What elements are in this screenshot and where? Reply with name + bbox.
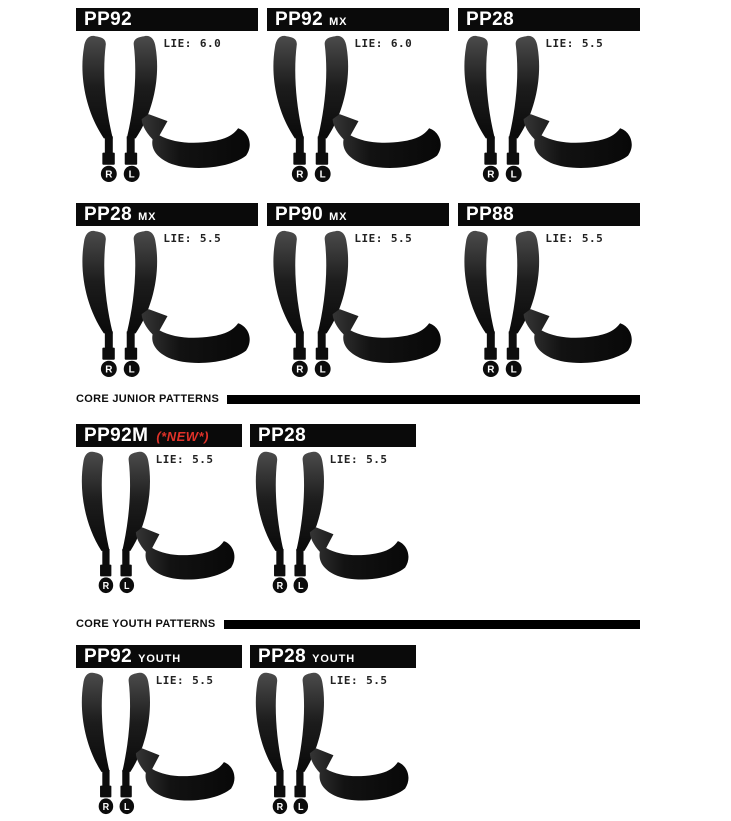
blade-illustration <box>250 668 416 818</box>
right-hand-badge <box>292 166 308 182</box>
section-title: CORE JUNIOR PATTERNS <box>76 393 220 405</box>
right-hand-letter: R <box>276 801 284 814</box>
blade-illustration <box>267 31 449 186</box>
right-hand-letter: R <box>105 169 113 181</box>
right-hand-letter: R <box>296 169 304 181</box>
right-hand-badge <box>101 166 117 182</box>
lie-label: LIE: <box>163 232 192 245</box>
pattern-suffix: MX <box>329 211 348 223</box>
left-hand-badge <box>506 361 522 377</box>
right-hand-letter: R <box>102 580 110 593</box>
right-hand-badge <box>273 798 288 814</box>
youth-patterns-grid <box>76 645 640 818</box>
pattern-card-header <box>76 203 258 226</box>
left-hand-letter: L <box>319 169 326 181</box>
blade-illustration <box>458 226 640 381</box>
lie-value: 5.5 <box>390 232 413 245</box>
pattern-name: PP90 <box>275 204 324 225</box>
pattern-name: PP28 <box>258 425 307 446</box>
lie-value: 5.5 <box>581 232 604 245</box>
left-hand-letter: L <box>124 801 130 814</box>
blade-illustration <box>76 668 242 818</box>
lie-label: LIE: <box>163 37 192 50</box>
pattern-card-body <box>458 31 640 186</box>
left-hand-badge <box>315 361 331 377</box>
lie-spec <box>163 232 221 245</box>
pattern-card-pp92 <box>76 8 258 186</box>
pattern-name: PP92 <box>275 9 324 30</box>
pattern-card-pp92-youth <box>76 645 242 818</box>
right-hand-letter: R <box>102 801 110 814</box>
lie-spec <box>156 674 214 687</box>
blade-illustration <box>250 447 416 597</box>
lie-label: LIE: <box>329 674 359 687</box>
left-hand-letter: L <box>510 169 517 181</box>
right-hand-badge <box>292 361 308 377</box>
right-hand-badge <box>483 166 499 182</box>
lie-spec <box>163 37 221 50</box>
left-hand-badge <box>120 577 135 593</box>
lie-value: 5.5 <box>199 232 222 245</box>
lie-value: 5.5 <box>581 37 604 50</box>
right-hand-badge <box>101 361 117 377</box>
pattern-card-pp28-mx <box>76 203 258 381</box>
pattern-name: PP28 <box>258 646 307 667</box>
blade-illustration <box>458 31 640 186</box>
core-patterns-grid <box>76 8 640 381</box>
pattern-card-header <box>458 8 640 31</box>
lie-value: 5.5 <box>192 453 214 466</box>
right-hand-badge <box>99 577 114 593</box>
lie-label: LIE: <box>545 37 574 50</box>
junior-patterns-grid <box>76 424 640 597</box>
pattern-card-body <box>76 447 242 597</box>
pattern-card-header <box>250 424 416 447</box>
left-hand-letter: L <box>298 801 304 814</box>
lie-value: 6.0 <box>199 37 222 50</box>
section-divider-bar <box>227 395 640 404</box>
lie-value: 5.5 <box>366 674 388 687</box>
left-hand-badge <box>315 166 331 182</box>
pattern-card-header <box>76 424 242 447</box>
pattern-card-pp88 <box>458 203 640 381</box>
pattern-name: PP92 <box>84 9 133 30</box>
pattern-suffix: YOUTH <box>138 653 182 665</box>
pattern-card-pp90-mx <box>267 203 449 381</box>
blade-illustration <box>267 226 449 381</box>
left-hand-badge <box>124 166 140 182</box>
lie-spec <box>156 453 214 466</box>
pattern-card-header <box>267 203 449 226</box>
pattern-name: PP28 <box>84 204 133 225</box>
lie-spec <box>330 453 388 466</box>
left-hand-letter: L <box>128 364 135 376</box>
left-hand-letter: L <box>298 580 304 593</box>
pattern-suffix: MX <box>138 211 157 223</box>
lie-label: LIE: <box>354 37 383 50</box>
pattern-card-body <box>250 447 416 597</box>
lie-value: 5.5 <box>192 674 214 687</box>
left-hand-badge <box>294 798 309 814</box>
left-hand-letter: L <box>128 169 135 181</box>
right-hand-badge <box>273 577 288 593</box>
left-hand-letter: L <box>319 364 326 376</box>
right-hand-badge <box>483 361 499 377</box>
lie-label: LIE: <box>329 453 359 466</box>
pattern-name: PP92M <box>84 425 149 446</box>
pattern-card-header <box>76 645 242 668</box>
pattern-name: PP92 <box>84 646 133 667</box>
section-header-core-youth-patterns <box>76 618 640 630</box>
lie-spec <box>330 674 388 687</box>
section-header-core-junior-patterns <box>76 393 640 405</box>
lie-spec <box>545 37 603 50</box>
left-hand-badge <box>124 361 140 377</box>
lie-label: LIE: <box>545 232 574 245</box>
lie-label: LIE: <box>155 453 185 466</box>
section-divider-bar <box>224 620 640 629</box>
lie-spec <box>354 37 412 50</box>
right-hand-letter: R <box>487 169 495 181</box>
pattern-card-header <box>267 8 449 31</box>
right-hand-letter: R <box>296 364 304 376</box>
pattern-card-body <box>250 668 416 818</box>
lie-value: 6.0 <box>390 37 413 50</box>
lie-value: 5.5 <box>366 453 388 466</box>
left-hand-letter: L <box>510 364 517 376</box>
pattern-card-body <box>267 31 449 186</box>
pattern-name: PP28 <box>466 9 515 30</box>
pattern-card-body <box>76 31 258 186</box>
lie-spec <box>354 232 412 245</box>
pattern-card-body <box>267 226 449 381</box>
section-title: CORE YOUTH PATTERNS <box>76 618 216 630</box>
pattern-card-body <box>76 668 242 818</box>
blade-illustration <box>76 31 258 186</box>
pattern-suffix: MX <box>329 16 348 28</box>
lie-label: LIE: <box>155 674 185 687</box>
left-hand-badge <box>120 798 135 814</box>
right-hand-letter: R <box>276 580 284 593</box>
pattern-card-pp28 <box>458 8 640 186</box>
left-hand-letter: L <box>124 580 130 593</box>
pattern-name: PP88 <box>466 204 515 225</box>
right-hand-letter: R <box>105 364 113 376</box>
pattern-new-badge: (*NEW*) <box>156 429 209 444</box>
blade-illustration <box>76 226 258 381</box>
pattern-card-pp28-youth <box>250 645 416 818</box>
pattern-card-header <box>76 8 258 31</box>
right-hand-letter: R <box>487 364 495 376</box>
pattern-card-pp92-mx <box>267 8 449 186</box>
left-hand-badge <box>506 166 522 182</box>
right-hand-badge <box>99 798 114 814</box>
pattern-card-pp92m <box>76 424 242 597</box>
blade-illustration <box>76 447 242 597</box>
pattern-card-body <box>458 226 640 381</box>
pattern-suffix: YOUTH <box>312 653 356 665</box>
pattern-card-pp28-junior <box>250 424 416 597</box>
pattern-card-body <box>76 226 258 381</box>
lie-label: LIE: <box>354 232 383 245</box>
left-hand-badge <box>294 577 309 593</box>
pattern-card-header <box>250 645 416 668</box>
lie-spec <box>545 232 603 245</box>
pattern-card-header <box>458 203 640 226</box>
